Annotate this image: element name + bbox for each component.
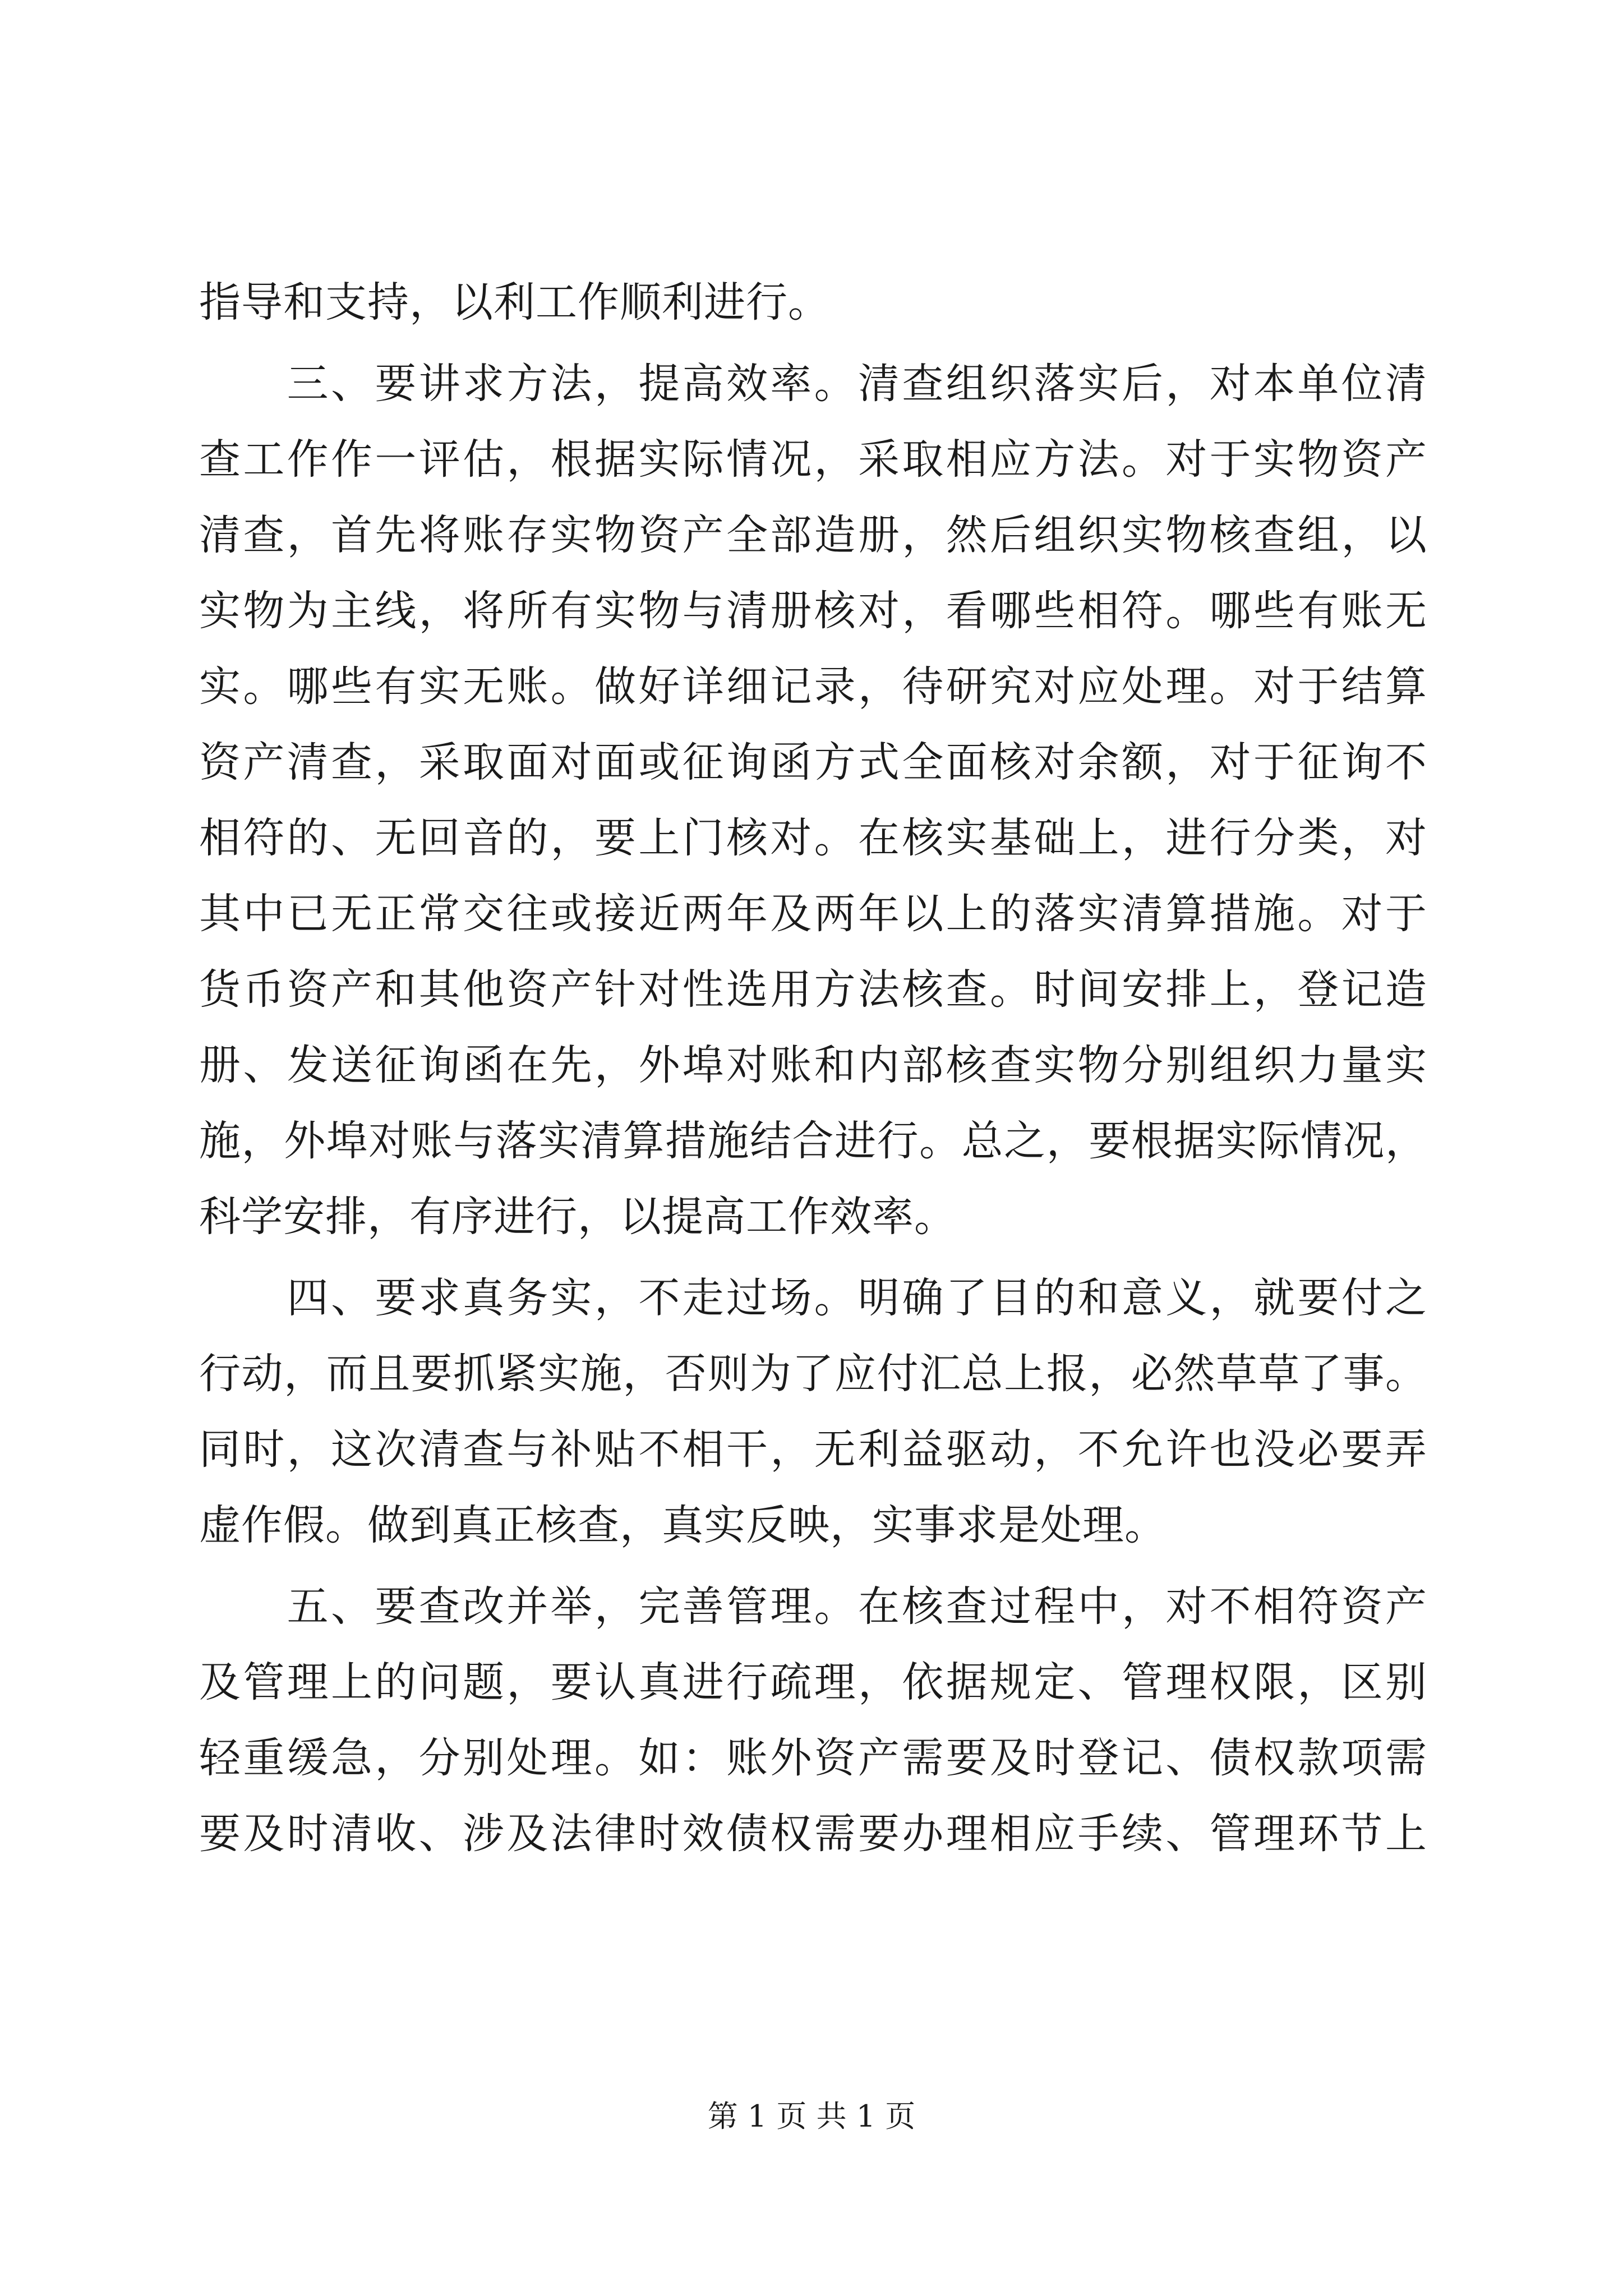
text-line: 要及时清收、涉及法律时效债权需要办理相应手续、管理环节上 xyxy=(199,1810,1427,1858)
text-line: 轻重缓急，分别处理。如：账外资产需要及时登记、债权款项需 xyxy=(199,1734,1427,1782)
text-line: 清查，首先将账存实物资产全部造册，然后组织实物核查组，以 xyxy=(199,511,1427,559)
text-line: 实物为主线，将所有实物与清册核对，看哪些相符。哪些有账无 xyxy=(199,587,1427,635)
text-line: 行动，而且要抓紧实施，否则为了应付汇总上报，必然草草了事。 xyxy=(199,1350,1427,1398)
text-line: 实。哪些有实无账。做好详细记录，待研究对应处理。对于结算 xyxy=(199,662,1427,711)
text-line: 相符的、无回音的，要上门核对。在核实基础上，进行分类，对 xyxy=(199,814,1427,862)
paragraph-4-heading-line: 四、要求真务实，不走过场。明确了目的和意义，就要付之 xyxy=(199,1274,1427,1322)
text-line: 虚作假。做到真正核查，真实反映，实事求是处理。 xyxy=(199,1501,1166,1549)
body-text xyxy=(199,265,1427,1872)
text-line: 其中已无正常交往或接近两年及两年以上的落实清算措施。对于 xyxy=(199,890,1427,938)
text-line: 同时，这次清查与补贴不相干，无利益驱动，不允许也没必要弄 xyxy=(199,1425,1427,1474)
paragraph-5-heading-line: 五、要查改并举，完善管理。在核查过程中，对不相符资产 xyxy=(199,1582,1427,1631)
text-line: 科学安排，有序进行，以提高工作效率。 xyxy=(199,1193,956,1241)
text-line: 货币资产和其他资产针对性选用方法核查。时间安排上，登记造 xyxy=(199,965,1427,1014)
text-line: 资产清查，采取面对面或征询函方式全面核对余额，对于征询不 xyxy=(199,738,1427,786)
text-line: 册、发送征询函在先，外埠对账和内部核查实物分别组织力量实 xyxy=(199,1041,1427,1089)
text-line: 指导和支持，以利工作顺利进行。 xyxy=(199,278,830,326)
text-line: 查工作作一评估，根据实际情况，采取相应方法。对于实物资产 xyxy=(199,435,1427,484)
page-number-footer: 第 1 页 共 1 页 xyxy=(707,2099,916,2134)
text-line: 施，外埠对账与落实清算措施结合进行。总之，要根据实际情况， xyxy=(199,1117,1427,1165)
text-line: 及管理上的问题，要认真进行疏理，依据规定、管理权限，区别 xyxy=(199,1658,1427,1706)
paragraph-3-heading-line: 三、要讲求方法，提高效率。清查组织落实后，对本单位清 xyxy=(199,360,1427,408)
